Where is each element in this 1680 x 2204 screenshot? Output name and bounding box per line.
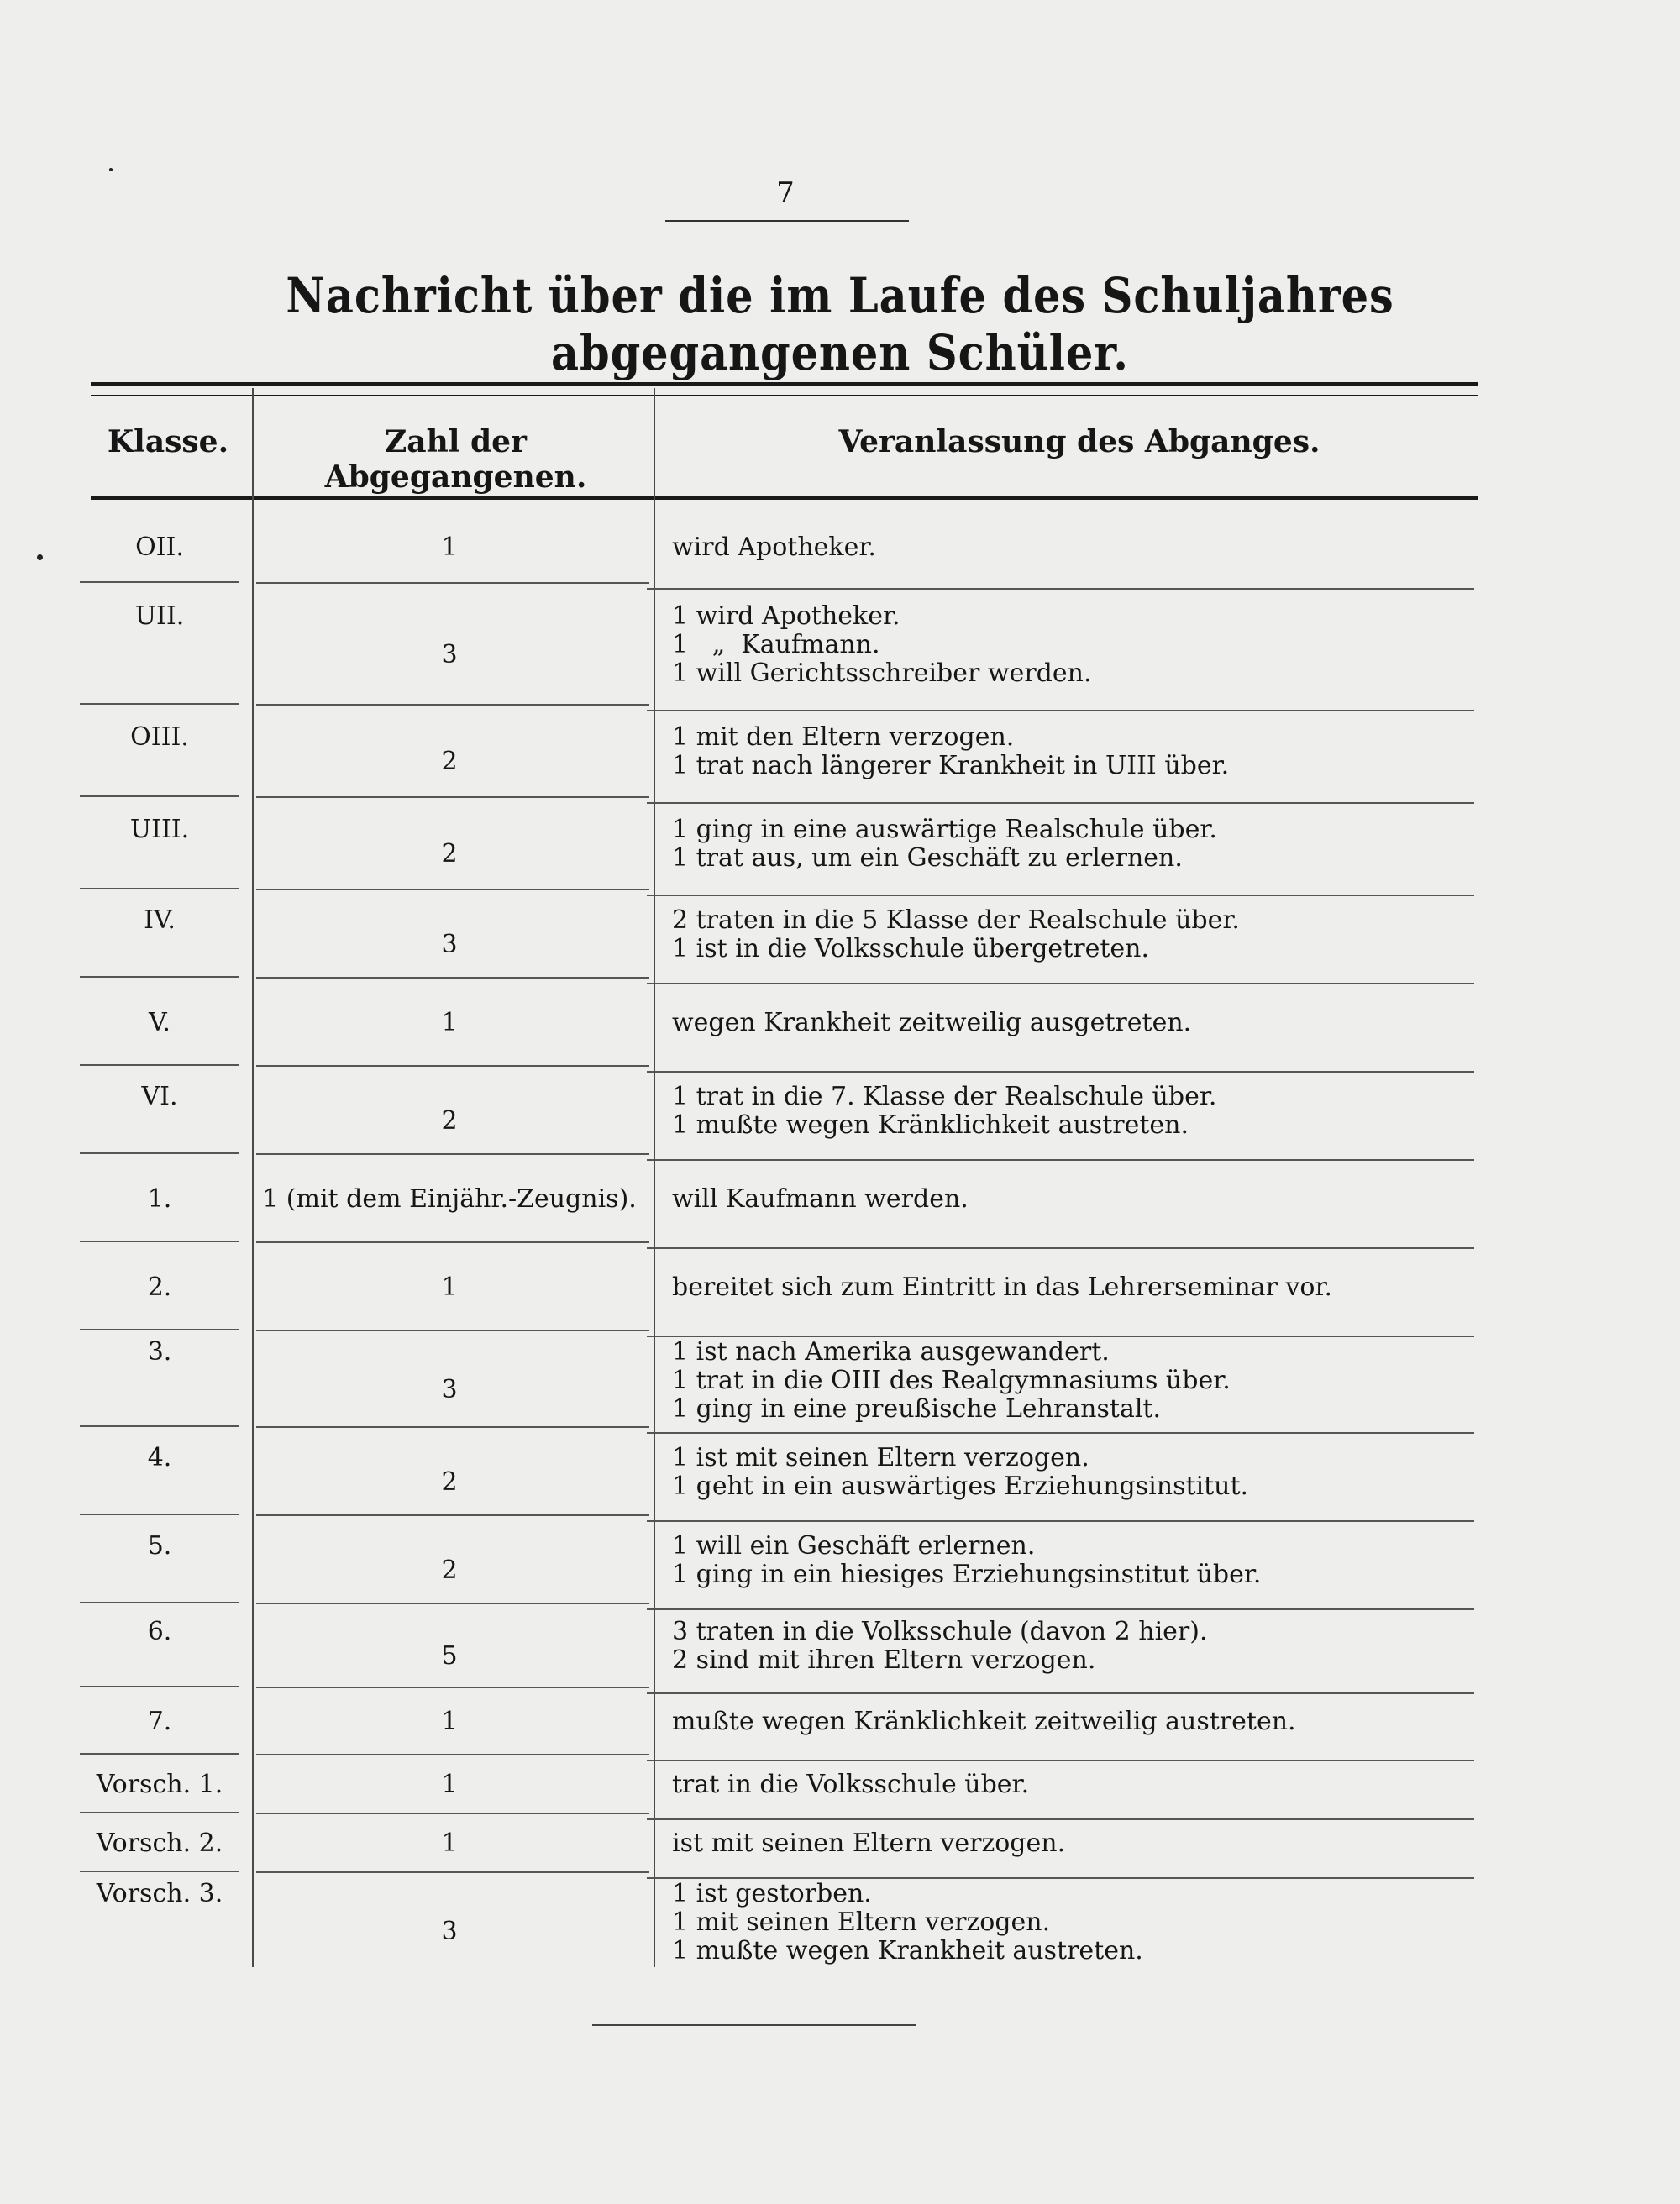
row-divider-left [80, 1812, 239, 1813]
table-cell-klasse: 1. [147, 1183, 172, 1214]
table-cell-veranlassung: wegen Krankheit zeitweilig ausgetreten. [672, 1007, 1192, 1037]
table-cell-klasse: Vorsch. 1. [96, 1770, 223, 1799]
table-cell-klasse: Vorsch. 3. [96, 1879, 223, 1908]
table-cell-klasse: V. [149, 1007, 171, 1037]
table-cell-zahl: 1 [441, 1272, 458, 1302]
row-divider-left [80, 1064, 239, 1066]
table-cell-veranlassung: 1 mit den Eltern verzogen. 1 trat nach längerer Krankheit in UIII über. [672, 722, 1230, 780]
table-cell-zahl: 2 [441, 747, 458, 776]
row-divider-middle [256, 977, 649, 979]
column-divider-2 [654, 388, 655, 1967]
row-divider-middle [256, 1514, 649, 1516]
row-divider-right [647, 1520, 1474, 1522]
row-divider-right [647, 1818, 1474, 1820]
row-divider-middle [256, 1426, 649, 1428]
table-cell-veranlassung: 1 trat in die 7. Klasse der Realschule über. 1 mußte wegen Kränklichkeit austreten. [672, 1081, 1217, 1140]
table-cell-veranlassung: 1 ist nach Amerika ausgewandert. 1 trat in die OIII des Realgymnasiums über. 1 ging in eine preußische Lehranstalt. [672, 1337, 1231, 1424]
table-cell-zahl: 1 [441, 1829, 458, 1858]
table-cell-zahl: 1 (mit dem Einjähr.-Zeugnis). [262, 1183, 637, 1214]
table-cell-veranlassung: 1 wird Apotheker. 1 „ Kaufmann. 1 will Gerichtsschreiber werden. [672, 601, 1092, 688]
row-divider-middle [256, 1813, 649, 1814]
row-divider-middle [256, 1754, 649, 1755]
table-cell-zahl: 1 [441, 532, 458, 562]
table-cell-klasse: UIII. [129, 815, 190, 844]
row-divider-left [80, 1602, 239, 1603]
row-divider-left [80, 581, 239, 583]
table-cell-zahl: 3 [441, 1916, 458, 1946]
row-divider-left [80, 976, 239, 978]
row-divider-right [647, 895, 1474, 896]
row-divider-left [80, 1425, 239, 1427]
row-divider-middle [256, 796, 649, 798]
header-bottom-rule [91, 496, 1478, 500]
table-cell-zahl: 3 [441, 639, 458, 669]
row-divider-left [80, 703, 239, 705]
row-divider-left [80, 1753, 239, 1755]
table-cell-klasse: IV. [144, 905, 176, 935]
row-divider-middle [256, 1603, 649, 1604]
table-cell-veranlassung: 1 ging in eine auswärtige Realschule über. 1 trat aus, um ein Geschäft zu erlernen. [672, 815, 1217, 873]
table-cell-veranlassung: 3 traten in die Volksschule (davon 2 hier). 2 sind mit ihren Eltern verzogen. [672, 1617, 1208, 1675]
row-divider-right [647, 1071, 1474, 1073]
table-cell-zahl: 2 [441, 1555, 458, 1585]
row-divider-right [647, 588, 1474, 590]
table-cell-veranlassung: 1 will ein Geschäft erlernen. 1 ging in ein hiesiges Erziehungsinstitut über. [672, 1530, 1262, 1589]
end-rule [592, 2024, 916, 2026]
row-divider-middle [256, 1153, 649, 1155]
row-divider-right [647, 983, 1474, 984]
row-divider-right [647, 802, 1474, 804]
row-divider-right [647, 1247, 1474, 1249]
row-divider-middle [256, 582, 649, 584]
row-divider-left [80, 1686, 239, 1687]
table-cell-klasse: UII. [134, 601, 185, 631]
row-divider-middle [256, 1241, 649, 1243]
speck [109, 168, 113, 171]
page-title: Nachricht über die im Laufe des Schuljahres abgegangenen Schüler. [286, 267, 1394, 381]
row-divider-middle [256, 1065, 649, 1067]
table-cell-veranlassung: wird Apotheker. [672, 532, 876, 562]
row-divider-right [647, 1432, 1474, 1434]
table-cell-veranlassung: 1 ist mit seinen Eltern verzogen. 1 geht in ein auswärtiges Erziehungsinstitut. [672, 1442, 1249, 1501]
table-cell-zahl: 5 [441, 1641, 458, 1671]
row-divider-left [80, 888, 239, 889]
row-divider-middle [256, 1330, 649, 1331]
table-cell-zahl: 3 [441, 929, 458, 959]
row-divider-right [647, 1692, 1474, 1694]
row-divider-middle [256, 1687, 649, 1688]
row-divider-left [80, 795, 239, 797]
table-cell-zahl: 2 [441, 1467, 458, 1497]
table-top-rule-inner [91, 395, 1478, 396]
page-number-rule [665, 220, 909, 222]
table-cell-zahl: 1 [441, 1007, 458, 1037]
table-cell-klasse: 2. [147, 1272, 172, 1302]
row-divider-left [80, 1241, 239, 1242]
table-cell-veranlassung: 2 traten in die 5 Klasse der Realschule über. 1 ist in die Volksschule übergetreten. [672, 905, 1240, 963]
table-cell-klasse: 3. [147, 1337, 172, 1367]
row-divider-right [647, 1159, 1474, 1161]
table-cell-klasse: 4. [147, 1442, 172, 1472]
table-cell-klasse: OII. [135, 532, 184, 562]
table-cell-klasse: VI. [141, 1081, 178, 1111]
table-cell-veranlassung: ist mit seinen Eltern verzogen. [672, 1829, 1066, 1858]
page-number: 7 [776, 176, 795, 210]
header-klasse: Klasse. [107, 424, 229, 459]
table-cell-veranlassung: trat in die Volksschule über. [672, 1770, 1030, 1799]
row-divider-left [80, 1514, 239, 1515]
row-divider-right [647, 1760, 1474, 1761]
row-divider-middle [256, 889, 649, 890]
row-divider-left [80, 1871, 239, 1872]
table-cell-zahl: 2 [441, 839, 458, 868]
table-cell-veranlassung: bereitet sich zum Eintritt in das Lehrerseminar vor. [672, 1272, 1333, 1302]
table-cell-klasse: OIII. [130, 722, 189, 752]
table-cell-veranlassung: mußte wegen Kränklichkeit zeitweilig austreten. [672, 1707, 1296, 1736]
row-divider-right [647, 1608, 1474, 1610]
table-cell-veranlassung: will Kaufmann werden. [672, 1183, 969, 1214]
table-cell-zahl: 2 [441, 1105, 458, 1136]
table-cell-zahl: 3 [441, 1374, 458, 1404]
header-zahl: Zahl der Abgegangenen. [324, 424, 587, 495]
speck [37, 554, 43, 560]
table-cell-klasse: 6. [147, 1617, 172, 1646]
table-cell-zahl: 1 [441, 1770, 458, 1799]
table-cell-klasse: 5. [147, 1530, 172, 1561]
row-divider-middle [256, 704, 649, 706]
row-divider-middle [256, 1871, 649, 1873]
table-cell-klasse: Vorsch. 2. [96, 1829, 223, 1858]
row-divider-right [647, 710, 1474, 711]
table-cell-zahl: 1 [441, 1707, 458, 1736]
table-cell-klasse: 7. [147, 1707, 172, 1736]
table-cell-veranlassung: 1 ist gestorben. 1 mit seinen Eltern verzogen. 1 mußte wegen Krankheit austreten. [672, 1879, 1143, 1965]
table-top-rule-outer [91, 382, 1478, 386]
header-veranlassung: Veranlassung des Abganges. [838, 424, 1320, 459]
row-divider-left [80, 1152, 239, 1154]
row-divider-left [80, 1329, 239, 1330]
